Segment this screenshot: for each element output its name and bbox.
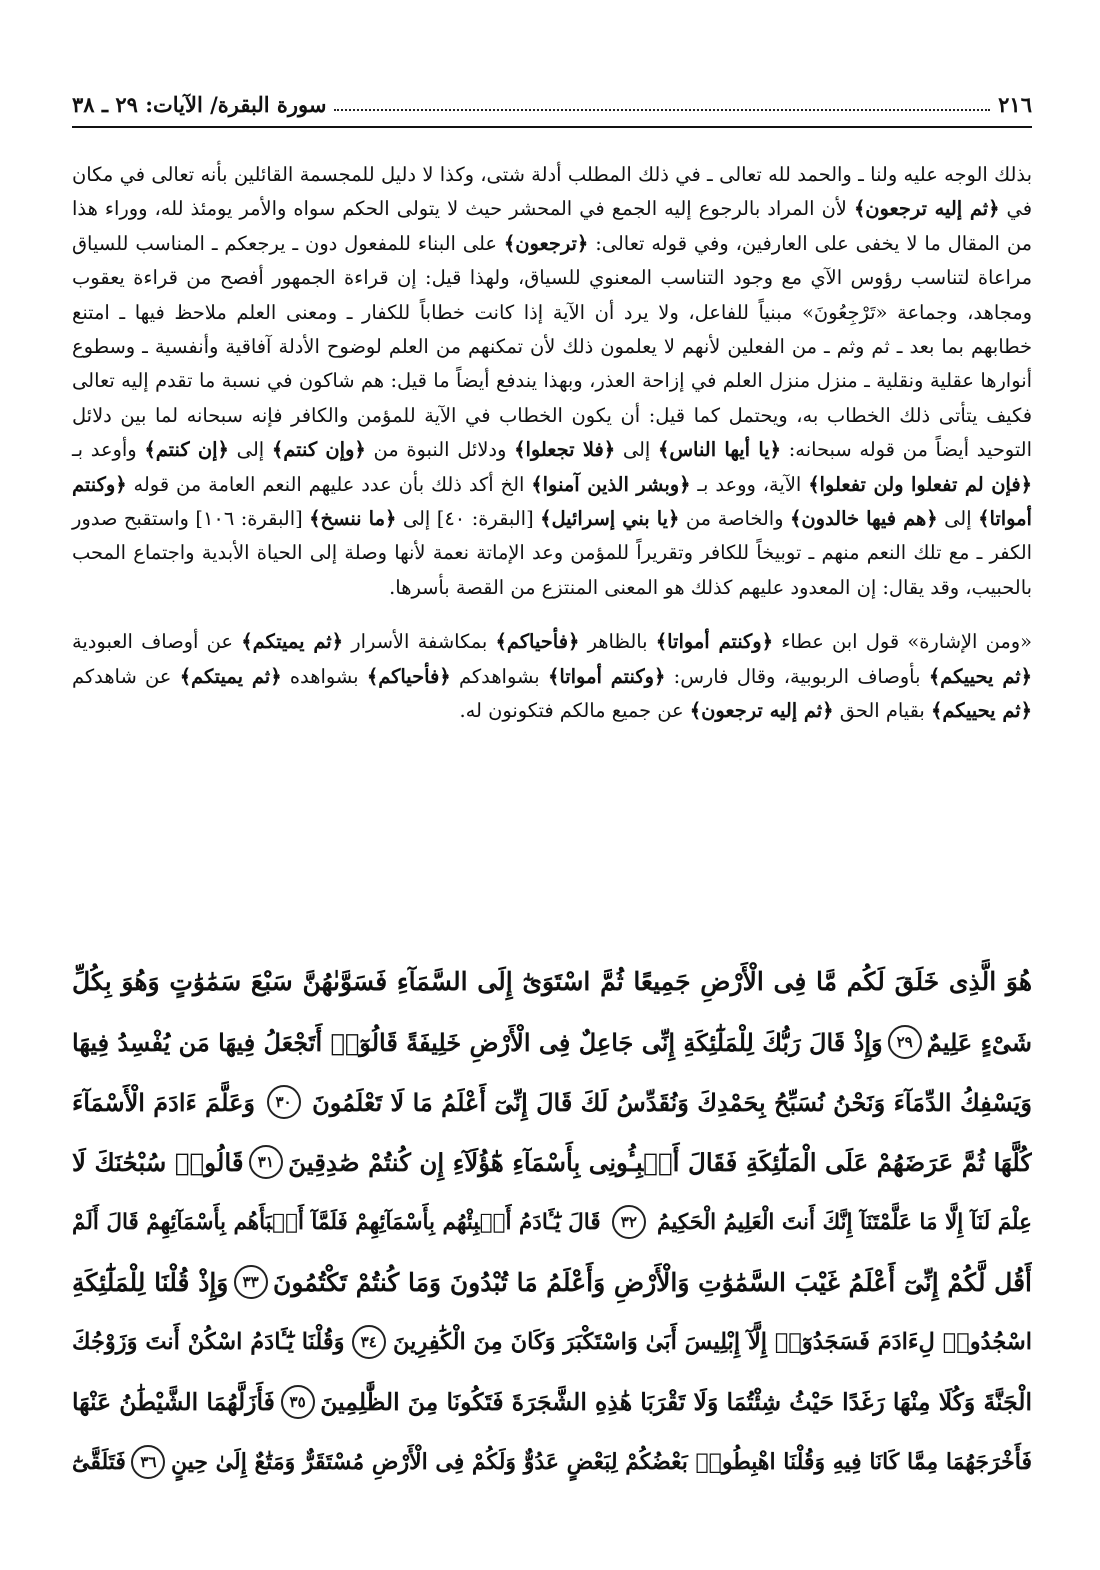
- ayah-number-marker: ٣٦: [131, 1445, 165, 1479]
- commentary-segment: إلى: [937, 507, 979, 531]
- verse-text: وَيَسْفِكُ الدِّمَآءَ وَنَحْنُ نُسَبِّحُ بِحَمْدِكَ وَنُقَدِّسُ لَكَ قَالَ إِنِّىٓ أَعْلَمُ مَا لَا تَعْلَمُونَ: [312, 1087, 1032, 1117]
- quran-line: [72, 1012, 1032, 1072]
- commentary-segment: لأن المراد بالرجوع إليه الجمع في المحشر حيث لا يتولى الحكم سواه والأمر يومئذ لله، ووراء هذا من المقال ما لا يخفى على العارفين، وفي قوله تعالى:: [72, 197, 1032, 255]
- commentary-segment: عن جميع مالكم فتكونون له.: [459, 699, 690, 723]
- verse-text: قَالُوا۟ سُبْحَٰنَكَ لَا: [72, 1147, 244, 1177]
- quoted-verse: ﴿وبشر الذين آمنوا﴾: [531, 472, 691, 496]
- commentary-segment: بشواهده: [281, 664, 367, 688]
- quoted-verse: ﴿ثم يحييكم﴾: [928, 664, 1032, 688]
- page-header: [72, 86, 1032, 122]
- quoted-verse: ﴿ثم إليه ترجعون﴾: [689, 699, 834, 723]
- commentary-segment: والخاصة من: [679, 507, 791, 531]
- verse-text: فَأَزَلَّهُمَا الشَّيْطَٰنُ عَنْهَا: [72, 1388, 275, 1416]
- header-rule: [72, 126, 1032, 128]
- ayah-number-marker: ٣٤: [352, 1325, 386, 1359]
- quran-line: [72, 1372, 1032, 1432]
- commentary-segment: على البناء للمفعول دون ـ يرجعكم ـ المناسب للسياق مراعاة لتناسب رؤوس الآي مع وجود التناسب المعنوي للسياق، ولهذا قيل: إن قراءة الجمهور أفصح من قراءة يعقوب ومجاهد، وجماعة «تَرْجِعُونَ» مبنياً للفاعل، ولا يرد أن الآية إذا كانت خطاباً للكفار ـ ومعنى العلم ملاحظ فيها ـ امتنع خطابهم بما بعد ـ ثم وثم ـ من الفعلين لأنهم لا يعلمون ذلك لأن تمكنهم من العلم لوضوح الأدلة آفاقية وأنفسية ـ وسطوع أنوارها عقلية ونقلية ـ منزل منزل العلم في إزاحة العذر، وبهذا يندفع أيضاً ما قيل: هم شاكون في نسبة ما تقدم إليه تعالى فكيف يتأتى ذلك الخطاب به، ويحتمل كما قيل: أن يكون الخطاب في الآية للمؤمن والكافر فإنه سبحانه لما بين دلائل التوحيد أيضاً من قوله سبحانه:: [72, 231, 1032, 462]
- quoted-verse: ﴿وكنتم أمواتا﴾: [72, 472, 1032, 531]
- quran-line: [72, 1132, 1032, 1192]
- commentary-segment: بأوصاف الربوبية، وقال فارس:: [665, 664, 929, 688]
- quoted-verse: ﴿يا بني إسرائيل﴾: [540, 507, 680, 531]
- verse-text: عِلْمَ لَنَآ إِلَّا مَا عَلَّمْتَنَآ إِنَّكَ أَنتَ الْعَلِيمُ الْحَكِيمُ: [657, 1209, 1032, 1235]
- quran-line: [72, 952, 1032, 1012]
- quoted-verse: ﴿ثم يحييكم﴾: [930, 699, 1032, 723]
- quran-line: [72, 1312, 1032, 1372]
- commentary-segment: الآية، ووعد بـ: [690, 472, 809, 496]
- isharah-paragraph: [72, 625, 1032, 728]
- quoted-verse: ﴿إن كنتم﴾: [144, 438, 229, 462]
- commentary-segment: إلى: [615, 438, 659, 462]
- quoted-verse: ﴿يا أيها الناس﴾: [658, 438, 782, 462]
- page-number: ٢١٦: [998, 91, 1032, 117]
- commentary-segment: بشواهدكم: [450, 664, 548, 688]
- quoted-verse: ﴿فأحياكم﴾: [495, 630, 580, 654]
- quoted-verse: ﴿ترجعون﴾: [503, 231, 589, 255]
- verse-text: اسْجُدُوا۟ لِءَادَمَ فَسَجَدُوٓا۟ إِلَّآ إِبْلِيسَ أَبَىٰ وَاسْتَكْبَرَ وَكَانَ مِنَ الْكَٰفِرِينَ: [393, 1329, 1032, 1355]
- quran-line: [72, 1432, 1032, 1492]
- quoted-verse: ﴿وكنتم أمواتا﴾: [548, 664, 666, 688]
- quoted-verse: ﴿وإن كنتم﴾: [271, 438, 366, 462]
- verse-text: أَقُل لَّكُمْ إِنِّىٓ أَعْلَمُ غَيْبَ السَّمَٰوَٰتِ وَالْأَرْضِ وَأَعْلَمُ مَا تُبْدُونَ وَمَا كُنتُمْ تَكْتُمُونَ: [272, 1267, 1032, 1297]
- commentary-paragraph: [72, 158, 1032, 605]
- commentary-segment: [البقرة: ٤٠] إلى: [396, 507, 541, 531]
- quoted-verse: ﴿ما ننسخ﴾: [309, 507, 397, 531]
- quran-verses-block: [72, 952, 1032, 1492]
- verse-text: قَالَ يَٰٓـَٔادَمُ أَنۢبِئْهُم بِأَسْمَآئِهِمْ فَلَمَّآ أَنۢبَأَهُم بِأَسْمَآئِهِمْ قَالَ أَلَمْ: [72, 1209, 601, 1235]
- ayah-number-marker: ٣١: [249, 1145, 283, 1179]
- running-title: سورة البقرة/ الآيات: ٢٩ ـ ٣٨: [72, 91, 327, 117]
- verse-text: وَقُلْنَا يَٰٓـَٔادَمُ اسْكُنْ أَنتَ وَزَوْجُكَ: [72, 1329, 345, 1355]
- verse-text: وَإِذْ قَالَ رَبُّكَ لِلْمَلَٰٓئِكَةِ إِنِّى جَاعِلٌ فِى الْأَرْضِ خَلِيفَةً قَالُوٓا۟ أَتَجْعَلُ فِيهَا مَن يُفْسِدُ فِيهَا: [72, 1027, 883, 1057]
- ayah-number-marker: ٣٥: [281, 1385, 315, 1419]
- verse-text: فَتَلَقَّىٰٓ: [72, 1449, 126, 1475]
- ayah-number-marker: ٣٠: [267, 1085, 301, 1119]
- quran-line: [72, 1192, 1032, 1252]
- ayah-number-marker: ٣٣: [234, 1265, 268, 1299]
- ayah-number-marker: ٣٢: [612, 1205, 646, 1239]
- quran-line: [72, 1252, 1032, 1312]
- quoted-verse: ﴿ثم إليه ترجعون﴾: [853, 197, 1000, 221]
- verse-text: هُوَ الَّذِى خَلَقَ لَكُم مَّا فِى الْأَرْضِ جَمِيعًا ثُمَّ اسْتَوَىٰٓ إِلَى السَّمَآءِ فَسَوَّىٰهُنَّ سَبْعَ سَمَٰوَٰتٍ وَهُوَ بِكُلِّ: [72, 967, 1032, 996]
- verse-text: فَأَخْرَجَهُمَا مِمَّا كَانَا فِيهِ وَقُلْنَا اهْبِطُوا۟ بَعْضُكُمْ لِبَعْضٍ عَدُوٌّ وَلَكُمْ فِى الْأَرْضِ مُسْتَقَرٌّ وَمَتَٰعٌ إِلَىٰ حِينٍ: [171, 1449, 1032, 1475]
- quoted-verse: ﴿هم فيها خالدون﴾: [790, 507, 938, 531]
- verse-text: شَىْءٍ عَلِيمٌ: [926, 1027, 1032, 1057]
- quoted-verse: ﴿ثم يميتكم﴾: [241, 630, 343, 654]
- quoted-verse: ﴿فأحياكم﴾: [366, 664, 451, 688]
- commentary-segment: وأوعد بـ: [72, 438, 145, 462]
- verse-text: الْجَنَّةَ وَكُلَا مِنْهَا رَغَدًا حَيْثُ شِئْتُمَا وَلَا تَقْرَبَا هَٰذِهِ الشَّجَرَةَ فَتَكُونَا مِنَ الظَّٰلِمِينَ: [320, 1388, 1032, 1416]
- commentary-segment: «ومن الإشارة» قول ابن عطاء: [773, 630, 1033, 654]
- commentary-segment: عن أوصاف العبودية: [72, 630, 242, 654]
- commentary-segment: [البقرة: ١٠٦] واستقبح صدور الكفر ـ مع تلك النعم منهم ـ توبيخاً للكافر وتقريراً للمؤمن وعد الإماتة نعمة لأنها وصلة إلى الحياة الأبدية واجتماع المحب بالحبيب، وقد يقال: إن المعدود عليهم كذلك هو المعنى المنتزع من القصة بأسرها.: [72, 507, 1032, 599]
- quoted-verse: ﴿فإن لم تفعلوا ولن تفعلوا﴾: [808, 472, 1032, 496]
- commentary-segment: عن شاهدكم: [72, 664, 180, 688]
- quoted-verse: ﴿وكنتم أمواتا﴾: [655, 630, 774, 654]
- verse-text: وَإِذْ قُلْنَا لِلْمَلَٰٓئِكَةِ: [72, 1267, 229, 1297]
- quran-line: [72, 1072, 1032, 1132]
- commentary-segment: بالظاهر: [579, 630, 656, 654]
- verse-text: كُلَّهَا ثُمَّ عَرَضَهُمْ عَلَى الْمَلَٰٓئِكَةِ فَقَالَ أَنۢبِـُٔونِى بِأَسْمَآءِ هَٰٓؤُلَآءِ إِن كُنتُمْ صَٰدِقِينَ: [288, 1147, 1032, 1177]
- commentary-segment: الخ أكد ذلك بأن عدد عليهم النعم العامة من قوله: [126, 472, 532, 496]
- ayah-number-marker: ٢٩: [888, 1025, 922, 1059]
- commentary-segment: ودلائل النبوة من: [365, 438, 515, 462]
- commentary-segment: بقيام الحق: [833, 699, 931, 723]
- book-page: [72, 70, 1032, 1550]
- quoted-verse: ﴿فلا تجعلوا﴾: [514, 438, 616, 462]
- verse-text: وَعَلَّمَ ءَادَمَ الْأَسْمَآءَ: [72, 1087, 255, 1117]
- quoted-verse: ﴿ثم يميتكم﴾: [179, 664, 282, 688]
- commentary-segment: بذلك الوجه عليه ولنا ـ والحمد لله تعالى ـ في ذلك المطلب أدلة شتى، وكذا لا دليل للمجسمة القائلين بأنه تعالى في مكان في: [72, 163, 1032, 221]
- header-dotted-leader: [334, 109, 990, 111]
- commentary-segment: بمكاشفة الأسرار: [343, 630, 496, 654]
- commentary-text: [72, 158, 1032, 729]
- commentary-segment: إلى: [228, 438, 272, 462]
